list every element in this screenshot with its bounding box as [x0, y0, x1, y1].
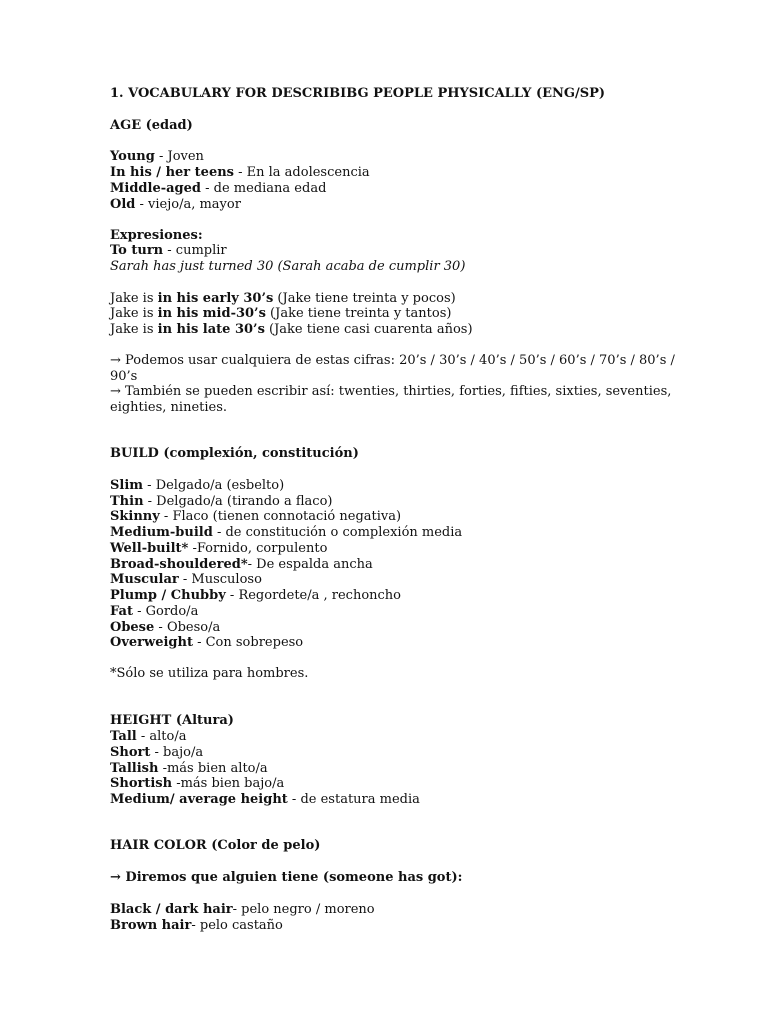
build-footnote: *Sólo se utiliza para hombres. — [110, 666, 309, 681]
build-item: Thin - Delgado/a (tirando a flaco) — [110, 494, 333, 509]
build-item: Muscular - Musculoso — [110, 572, 262, 587]
turn-item: To turn - cumplir — [110, 243, 227, 258]
build-item: Medium-build - de constitución o complexión media — [110, 525, 463, 540]
jake-example: Jake is in his mid-30’s (Jake tiene treinta y tantos) — [110, 306, 452, 321]
build-item: Obese - Obeso/a — [110, 620, 221, 635]
build-item: Plump / Chubby - Regordete/a , rechoncho — [110, 588, 401, 603]
age-note: → Podemos usar cualquiera de estas cifras: 20’s / 30’s / 40’s / 50’s / 60’s / 70’s / 80’s / — [110, 353, 675, 368]
age-note: eighties, nineties. — [110, 400, 228, 415]
height-heading: HEIGHT (Altura) — [110, 713, 234, 728]
age-note: → También se pueden escribir así: twenties, thirties, forties, fifties, sixties, seventies, — [110, 384, 672, 399]
height-item: Tall - alto/a — [110, 729, 187, 744]
hair-item: Black / dark hair- pelo negro / moreno — [110, 902, 375, 917]
build-item: Skinny - Flaco (tienen connotació negativa) — [110, 509, 402, 524]
build-item: Slim - Delgado/a (esbelto) — [110, 478, 285, 493]
age-item: Young - Joven — [110, 149, 204, 164]
age-heading: AGE (edad) — [110, 118, 193, 133]
jake-example: Jake is in his early 30’s (Jake tiene treinta y pocos) — [110, 291, 456, 306]
expressions-label: Expresiones: — [110, 228, 203, 243]
build-item: Fat - Gordo/a — [110, 604, 199, 619]
height-item: Tallish -más bien alto/a — [110, 761, 268, 776]
hair-heading: HAIR COLOR (Color de pelo) — [110, 838, 321, 853]
build-item: Well-built* -Fornido, corpulento — [110, 541, 328, 556]
turn-example: Sarah has just turned 30 (Sarah acaba de cumplir 30) — [110, 259, 466, 274]
hair-intro: → Diremos que alguien tiene (someone has got): — [110, 870, 463, 885]
height-item: Short - bajo/a — [110, 745, 204, 760]
age-item: Old - viejo/a, mayor — [110, 197, 241, 212]
age-item: In his / her teens - En la adolescencia — [110, 165, 370, 180]
jake-example: Jake is in his late 30’s (Jake tiene casi cuarenta años) — [110, 322, 473, 337]
hair-item: Brown hair- pelo castaño — [110, 918, 283, 933]
age-note: 90’s — [110, 369, 138, 384]
height-item: Medium/ average height - de estatura media — [110, 792, 420, 807]
build-item: Broad-shouldered*- De espalda ancha — [110, 557, 373, 572]
document-title: 1. VOCABULARY FOR DESCRIBIBG PEOPLE PHYSICALLY (ENG/SP) — [110, 86, 606, 101]
build-heading: BUILD (complexión, constitución) — [110, 446, 359, 461]
age-item: Middle-aged - de mediana edad — [110, 181, 327, 196]
build-item: Overweight - Con sobrepeso — [110, 635, 304, 650]
height-item: Shortish -más bien bajo/a — [110, 776, 285, 791]
